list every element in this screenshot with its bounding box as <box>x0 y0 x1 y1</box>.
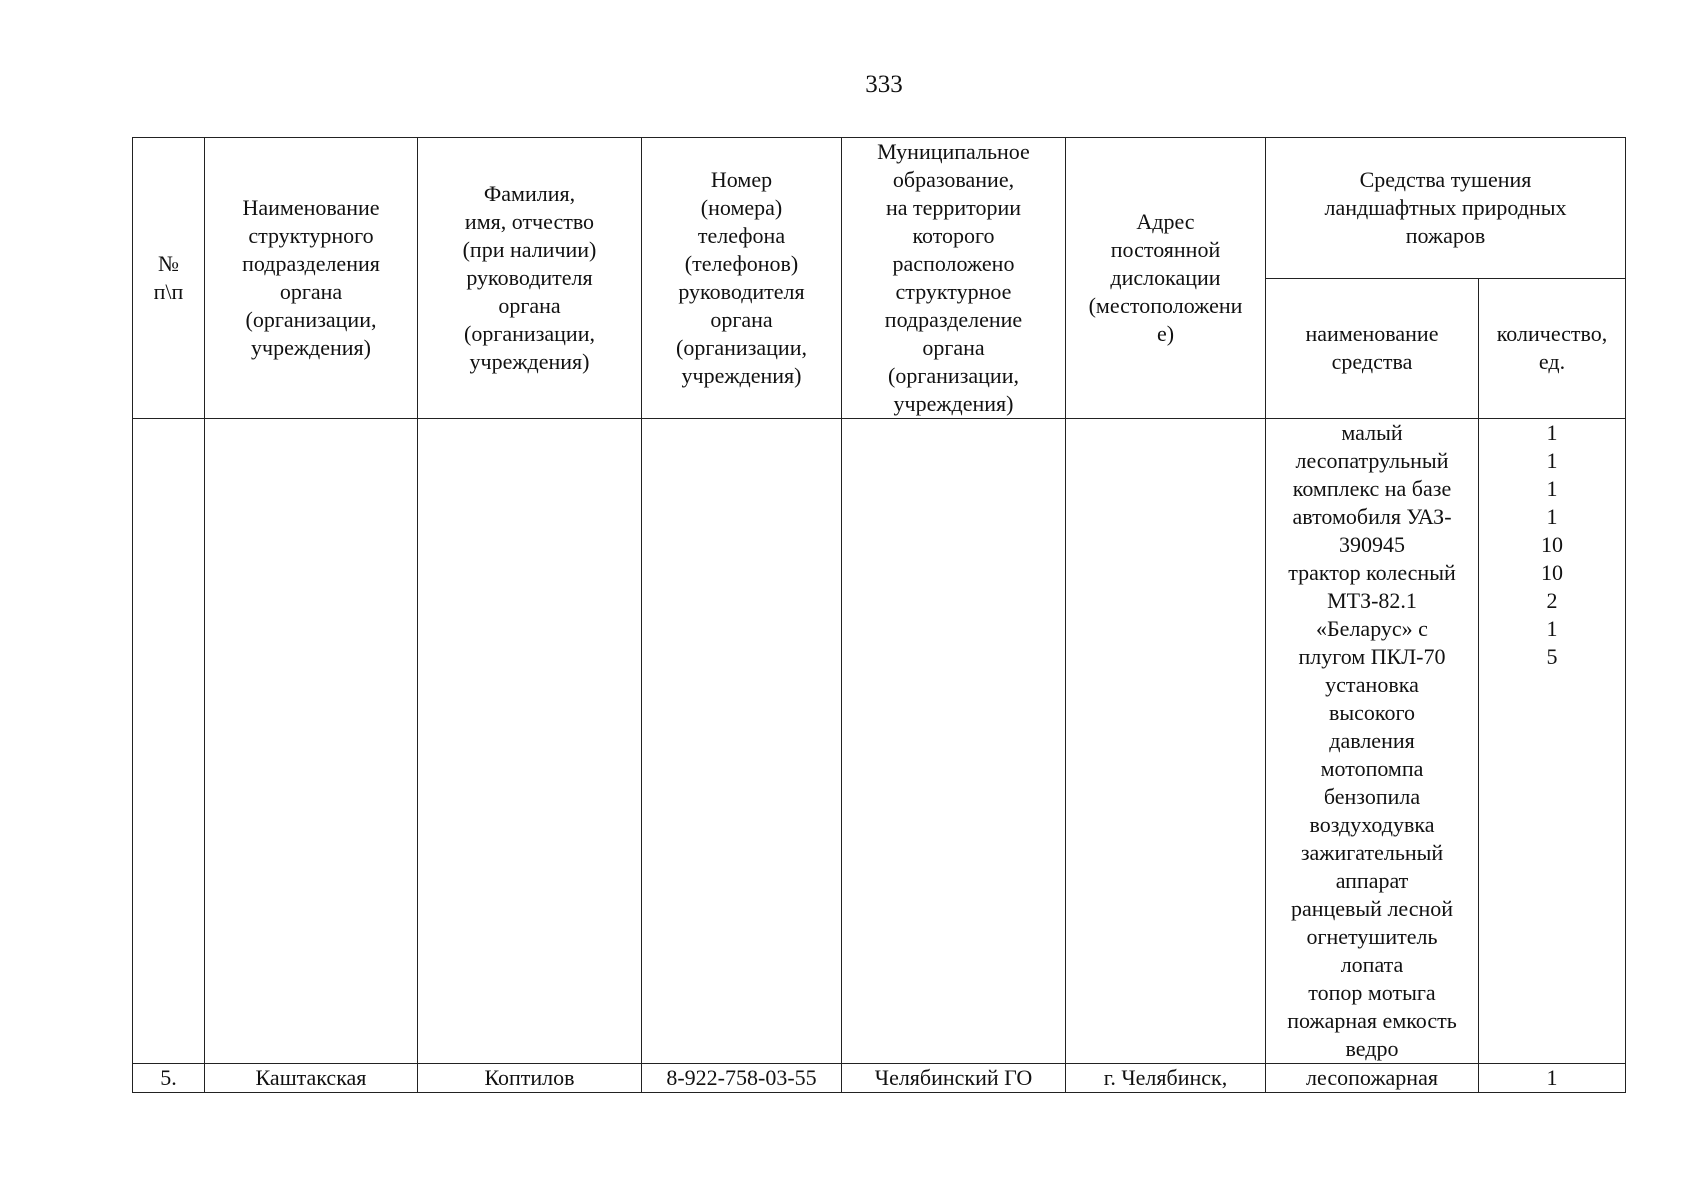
text-line: пожаров <box>1405 222 1486 248</box>
text-line: органа <box>922 335 985 360</box>
text-line: Номер <box>710 167 773 192</box>
text-line: Муниципальное <box>877 139 1030 164</box>
text-line: Наименование <box>242 195 380 220</box>
header-means-name <box>1266 278 1479 419</box>
text-line: руководителя <box>466 265 593 290</box>
page-number: 333 <box>865 71 903 98</box>
cont-municipality-cell <box>842 419 1066 1064</box>
text-line: органа <box>279 279 343 304</box>
text-line: Средства тушения <box>1359 166 1532 192</box>
text-line: подразделения <box>242 251 380 276</box>
text-line: (при наличии) <box>462 237 597 262</box>
text-line: количество, <box>1496 321 1608 347</box>
text-line: органа <box>710 307 773 332</box>
cont-phone-cell <box>642 419 842 1064</box>
row5-address: г. Челябинск, <box>1066 1064 1266 1093</box>
row5-means-name: лесопожарная <box>1266 1064 1479 1093</box>
header-address <box>1066 138 1266 419</box>
text-line: (местоположени <box>1088 293 1243 318</box>
text-line: МТЗ-82.1 <box>1327 588 1417 613</box>
continuation-row <box>133 419 1626 1064</box>
text-line: пожарная емкость <box>1287 1008 1457 1033</box>
row5-quantity: 1 <box>1479 1064 1626 1093</box>
row5-unit-name: Каштакская <box>205 1064 418 1093</box>
text-line: телефона <box>697 223 786 248</box>
text-line: топор мотыга <box>1308 980 1436 1005</box>
text-line: Фамилия, <box>483 181 576 206</box>
text-line: учреждения) <box>251 335 371 360</box>
text-line: 1 <box>1546 476 1558 501</box>
row5-municipality: Челябинский ГО <box>842 1064 1066 1093</box>
header-means-group <box>1266 138 1626 279</box>
text-line: № <box>158 251 179 276</box>
text-line: ранцевый лесной <box>1290 896 1454 921</box>
text-line: 10 <box>1541 560 1563 585</box>
text-line: мотопомпа <box>1320 756 1424 781</box>
text-line: давления <box>1329 728 1415 753</box>
text-line: Адрес <box>1136 209 1195 234</box>
text-line: плугом ПКЛ-70 <box>1298 644 1446 669</box>
text-line: органа <box>498 293 561 318</box>
text-line: которого <box>912 223 995 248</box>
text-line: ландшафтных природных <box>1324 194 1567 220</box>
cont-unit-cell <box>205 419 418 1064</box>
text-line: 1 <box>1546 448 1558 473</box>
text-line: малый <box>1341 420 1403 445</box>
header-unit-name <box>205 138 418 419</box>
fire-means-table <box>132 137 1626 1093</box>
text-line: 10 <box>1541 532 1563 557</box>
text-line: подразделение <box>884 307 1023 332</box>
text-line: имя, отчество <box>464 209 595 234</box>
text-line: автомобиля УАЗ- <box>1292 504 1452 529</box>
header-num <box>133 138 205 419</box>
text-line: (организации, <box>464 321 595 346</box>
text-line: (номера) <box>700 195 783 220</box>
text-line: п\п <box>153 279 184 304</box>
text-line: руководителя <box>678 279 805 304</box>
text-line: расположено <box>892 251 1015 276</box>
text-line: бензопила <box>1323 784 1421 809</box>
header-means-qty <box>1479 278 1626 419</box>
text-line: ведро <box>1345 1036 1399 1061</box>
text-line: дислокации <box>1110 265 1221 290</box>
text-line: высокого <box>1329 700 1415 725</box>
text-line: наименование <box>1305 321 1439 347</box>
text-line: учреждения) <box>893 391 1014 416</box>
table-row <box>133 1064 1626 1093</box>
text-line: (организации, <box>245 307 377 332</box>
text-line: учреждения) <box>681 363 802 388</box>
text-line: 1 <box>1546 616 1558 641</box>
cont-head-cell <box>418 419 642 1064</box>
text-line: комплекс на базе <box>1292 476 1452 501</box>
header-row-main <box>133 138 1626 279</box>
row5-phone: 8-922-758-03-55 <box>642 1064 842 1093</box>
text-line: структурного <box>248 223 374 248</box>
text-line: лопата <box>1340 952 1404 977</box>
header-head-name <box>418 138 642 419</box>
text-line: 390945 <box>1339 532 1405 557</box>
text-line: ед. <box>1538 349 1566 375</box>
text-line: лесопатрульный <box>1295 448 1449 473</box>
text-line: трактор колесный <box>1288 560 1456 585</box>
text-line: (организации, <box>888 363 1019 388</box>
text-line: структурное <box>895 279 1012 304</box>
row5-head-name: Коптилов <box>418 1064 642 1093</box>
text-line: (телефонов) <box>684 251 799 276</box>
row5-num: 5. <box>133 1064 205 1093</box>
text-line: средства <box>1331 349 1413 375</box>
text-line: е) <box>1156 321 1175 346</box>
text-line: на территории <box>885 195 1022 220</box>
cont-means-names-cell <box>1266 419 1479 1064</box>
text-line: постоянной <box>1110 237 1221 262</box>
text-line: аппарат <box>1335 868 1409 893</box>
text-line: воздуходувка <box>1309 812 1435 837</box>
cont-address-cell <box>1066 419 1266 1064</box>
text-line: «Беларус» с <box>1316 616 1428 641</box>
header-phone <box>642 138 842 419</box>
text-line: 2 <box>1546 588 1558 613</box>
cont-quantities-cell <box>1479 419 1626 1064</box>
text-line: зажигательный <box>1300 840 1444 865</box>
text-line: (организации, <box>676 335 807 360</box>
text-line: 1 <box>1546 420 1558 445</box>
text-line: учреждения) <box>469 349 590 374</box>
text-line: 5 <box>1546 644 1558 669</box>
cont-num-cell <box>133 419 205 1064</box>
text-line: установка <box>1325 672 1419 697</box>
text-line: образование, <box>892 167 1015 192</box>
text-line: 1 <box>1546 504 1558 529</box>
text-line: огнетушитель <box>1306 924 1438 949</box>
header-municipality <box>842 138 1066 419</box>
